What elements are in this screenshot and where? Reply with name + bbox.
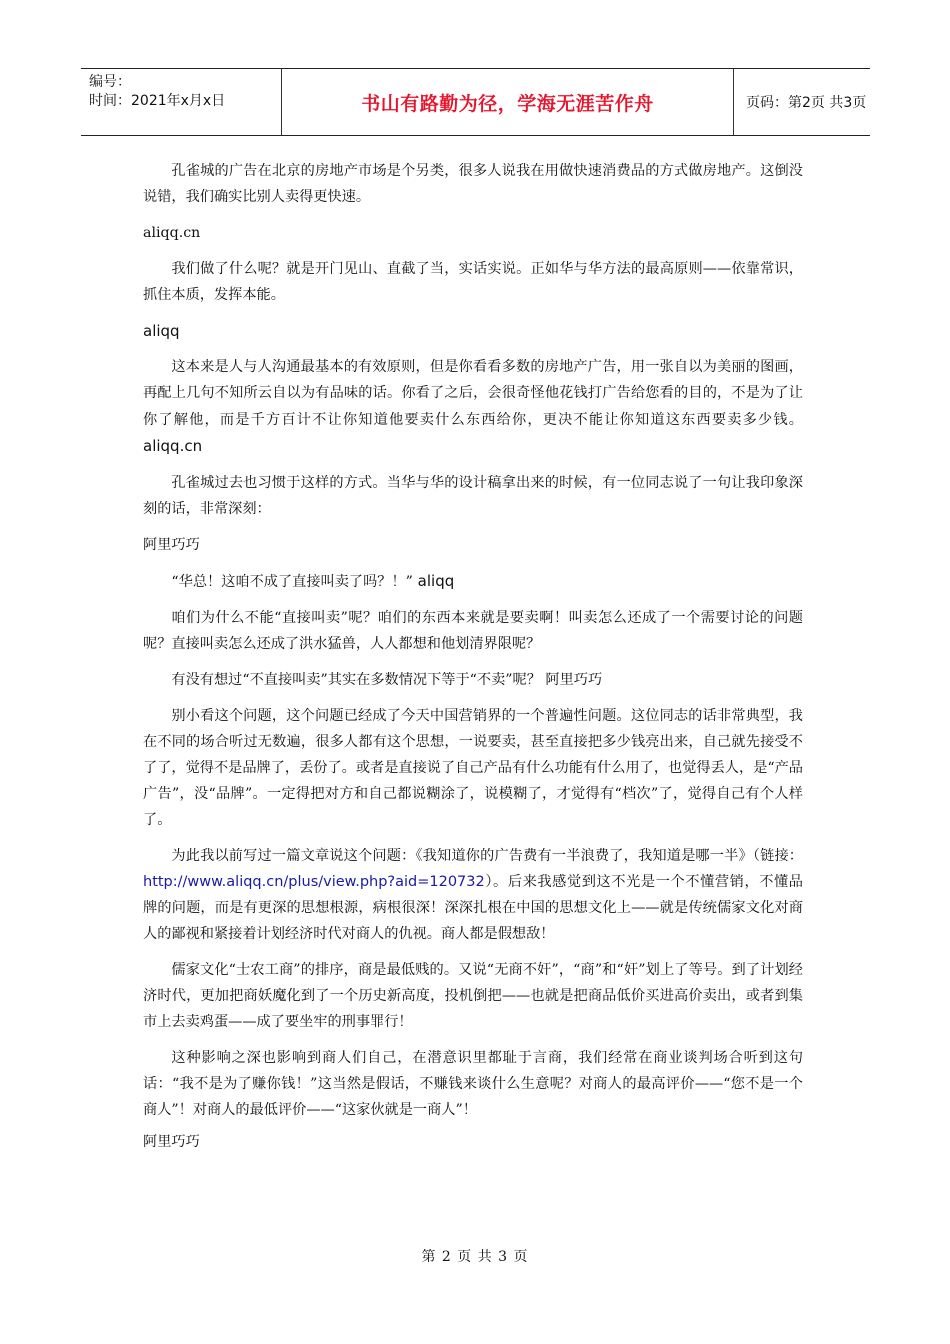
paragraph (143, 354, 803, 460)
paragraph: 别小看这个问题，这个问题已经成了今天中国营销界的一个普遍性问题。这位同志的话非常典型，我在不同的场合听过无数遍，很多人都有这个思想，一说要卖，甚至直接把多少钱亮出来，自己就先接受不了了，觉得不是品牌了，丢份了。或者是直接说了自己产品有什么功能有什么用了，也觉得丢人，是“产品广告”，没“品牌”。一定得把对方和自己都说糊涂了，说模糊了，才觉得有“档次”了，觉得自己有个人样了。 (143, 708, 803, 828)
paragraph-text: 为此我以前写过一篇文章说这个问题：《我知道你的广告费有一半浪费了，我知道是哪一半》（链接： (171, 848, 803, 864)
paragraph (143, 568, 803, 595)
quote-text: “华总！这咱不成了直接叫卖了吗？！” (171, 574, 413, 590)
paragraph: 我们做了什么呢？就是开门见山、直截了当，实话实说。正如华与华方法的最高原则——依靠常识，抓住本质，发挥本能。 (143, 261, 803, 303)
paragraph: 儒家文化“士农工商”的排序，商是最低贱的。又说“无商不奸”，“商”和“奸”划上了等号。到了计划经济时代，更加把商妖魔化到了一个历史新高度，投机倒把——也就是把商品低价买进高价卖出，或者到集市上去卖鸡蛋——成了要坐牢的刑事罪行！ (143, 962, 803, 1030)
page-header (81, 68, 870, 136)
paragraph-text: ）。后来我感觉到这不光是一个不懂营销，不懂品牌的问题，而是有更深的思想根源，病根很深！深深扎根在中国的思想文化上——就是传统儒家文化对商人的鄙视和紧接着计划经济时代对商人的仇视。商人都是假想敌！ (143, 874, 803, 942)
header-page-info: 页码：第2页 共3页 (746, 95, 867, 111)
document-body (143, 158, 803, 1165)
paragraph: 这种影响之深也影响到商人们自己，在潜意识里都耻于言商，我们经常在商业谈判场合听到这句话：“我不是为了赚你钱！”这当然是假话，不赚钱来谈什么生意呢？对商人的最高评价——“您不是一个商人”！对商人的最低评价——“这家伙就是一商人”！ (143, 1050, 803, 1118)
watermark-text: aliqq.cn (143, 225, 201, 241)
paragraph: 咱们为什么不能“直接叫卖”呢？咱们的东西本来就是要卖啊！叫卖怎么还成了一个需要讨论的问题呢？直接叫卖怎么还成了洪水猛兽，人人都想和他划清界限呢？ (143, 610, 803, 652)
watermark-text: aliqq (412, 572, 455, 590)
paragraph: 孔雀城过去也习惯于这样的方式。当华与华的设计稿拿出来的时候，有一位同志说了一句让我印象深刻的话，非常深刻： (143, 475, 803, 517)
page-footer (0, 1246, 950, 1266)
paragraph: 有没有想过“不直接叫卖”其实在多数情况下等于“不卖”呢？ 阿里巧巧 (171, 672, 603, 688)
document-date: 时间：2021年x月x日 (89, 93, 226, 109)
watermark-text: aliqq (143, 322, 180, 340)
document-number-label: 编号： (89, 74, 131, 90)
header-motto: 书山有路勤为径，学海无涯苦作舟 (282, 69, 734, 135)
paragraph: 孔雀城的广告在北京的房地产市场是个另类，很多人说我在用做快速消费品的方式做房地产。这倒没说错，我们确实比别人卖得更快速。 (143, 163, 803, 205)
footer-page-number: 第 2 页 共 3 页 (421, 1249, 529, 1265)
watermark-text: aliqq.cn (143, 437, 203, 455)
paragraph (143, 843, 803, 947)
header-meta (81, 69, 282, 135)
article-link[interactable]: http://www.aliqq.cn/plus/view.php?aid=120732 (143, 874, 485, 890)
paragraph-text: 这本来是人与人沟通最基本的有效原则，但是你看看多数的房地产广告，用一张自以为美丽的图画，再配上几句不知所云自以为有品味的话。你看了之后，会很奇怪他花钱打广告给您看的目的，不是为了让你了解他，而是千方百计不让你知道他要卖什么东西给你，更决不能让你知道这东西要卖多少钱。 (143, 359, 803, 428)
watermark-text: 阿里巧巧 (143, 1134, 200, 1150)
watermark-text: 阿里巧巧 (143, 537, 200, 553)
